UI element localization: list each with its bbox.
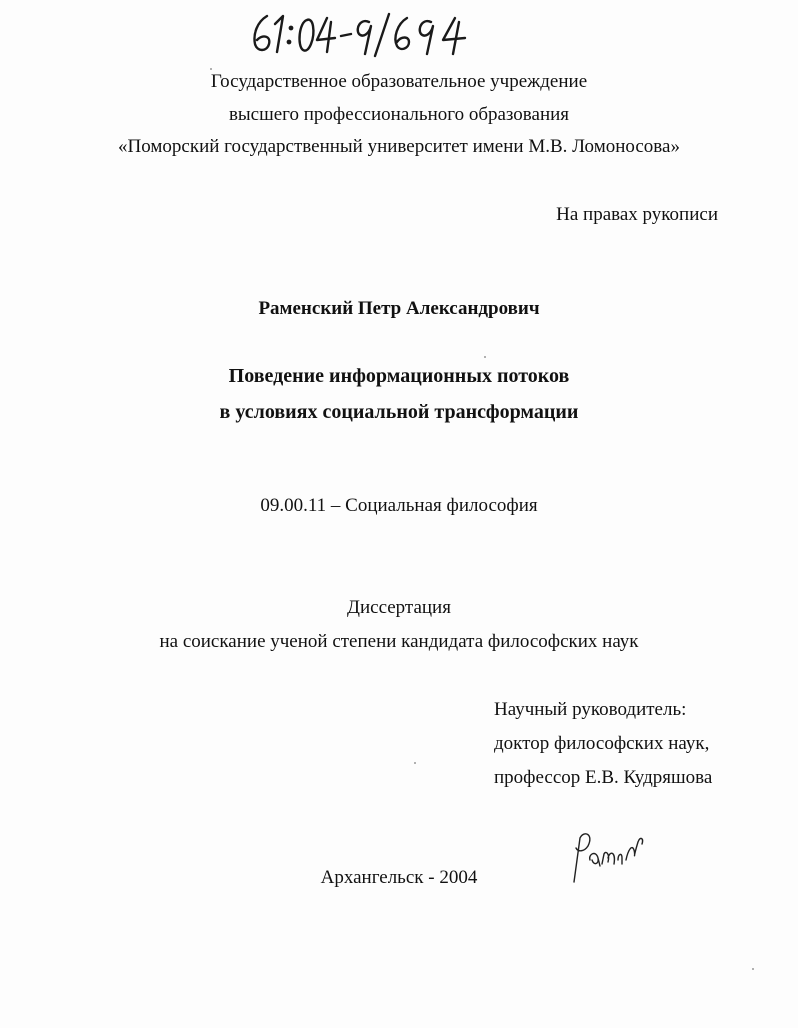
institution-line-1: Государственное образовательное учреждение (210, 71, 588, 92)
specialty-code: 09.00.11 – Социальная философия (260, 495, 538, 516)
degree-line-2: на соискание ученой степени кандидата философских наук (159, 631, 639, 652)
supervisor-label: Научный руководитель: (494, 699, 687, 720)
supervisor-name: профессор Е.В. Кудряшова (494, 767, 713, 788)
handwritten-archive-number (245, 8, 475, 58)
institution-line-3: «Поморский государственный университет имени М.В. Ломоносова» (118, 136, 680, 157)
manuscript-note: На правах рукописи (556, 204, 718, 225)
institution-line-2: высшего профессионального образования (228, 104, 570, 125)
scan-speck (752, 968, 754, 970)
place-and-year: Архангельск - 2004 (320, 867, 478, 888)
dissertation-title-line-2: в условиях социальной трансформации (219, 401, 579, 423)
scan-speck (210, 68, 212, 70)
author-name: Раменский Петр Александрович (258, 298, 540, 319)
scan-speck (484, 356, 486, 358)
scan-speck (414, 762, 416, 764)
supervisor-degree: доктор философских наук, (494, 733, 710, 754)
dissertation-title-line-1: Поведение информационных потоков (228, 365, 570, 387)
degree-line-1: Диссертация (347, 597, 451, 618)
